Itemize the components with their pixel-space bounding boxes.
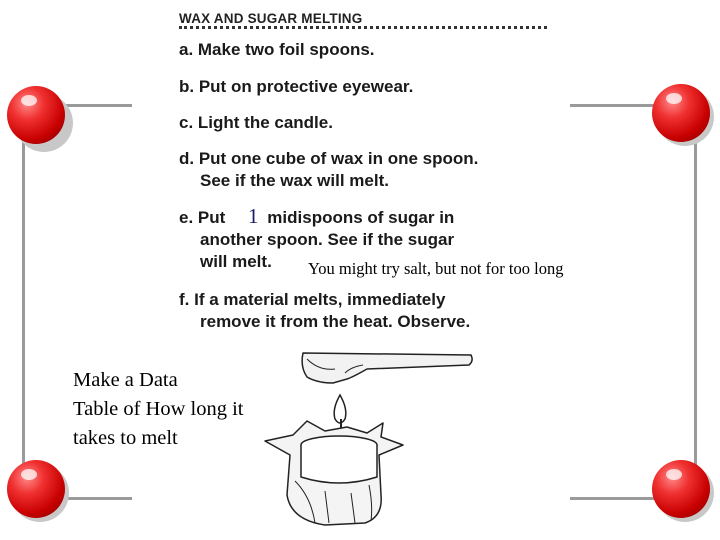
step-c-line-1: c. Light the candle. — [179, 113, 333, 132]
salt-note: You might try salt, but not for too long — [308, 259, 564, 278]
step-f-line-2: remove it from the heat. Observe. — [200, 312, 471, 331]
step-e-line-2: another spoon. See if the sugar — [200, 230, 455, 249]
pushpin-bottom-right — [652, 460, 712, 520]
candle-spoon-illustration — [255, 345, 480, 530]
step-e-line-3: will melt. — [200, 252, 272, 271]
data-table-note-line-2: Table of How long it — [73, 398, 244, 420]
pushpin-top-left — [7, 86, 67, 146]
step-a — [179, 39, 375, 61]
frame-left — [22, 130, 25, 470]
frame-right — [694, 130, 697, 470]
step-a-line-1: a. Make two foil spoons. — [179, 40, 375, 59]
step-d-line-1: d. Put one cube of wax in one spoon. — [179, 149, 479, 168]
pushpin-bottom-left — [7, 460, 67, 520]
step-b — [179, 76, 413, 98]
step-d-line-2: See if the wax will melt. — [200, 171, 389, 190]
pushpin-top-right — [652, 84, 712, 144]
step-c — [179, 112, 333, 134]
section-heading: WAX AND SUGAR MELTING — [179, 11, 363, 26]
data-table-note-line-1: Make a Data — [73, 369, 178, 391]
step-f — [179, 289, 470, 333]
foil-candle-icon — [265, 421, 403, 525]
data-table-note-line-3: takes to melt — [73, 427, 178, 449]
step-e-line-1a: e. Put — [179, 208, 226, 227]
step-b-line-1: b. Put on protective eyewear. — [179, 77, 414, 96]
foil-spoon-icon — [302, 353, 472, 383]
heading-divider — [179, 26, 547, 29]
step-e-line-1b: midispoons of sugar in — [267, 208, 455, 227]
step-f-line-1: f. If a material melts, immediately — [179, 290, 446, 309]
step-d — [179, 148, 478, 192]
sugar-amount: 1 — [248, 204, 259, 228]
